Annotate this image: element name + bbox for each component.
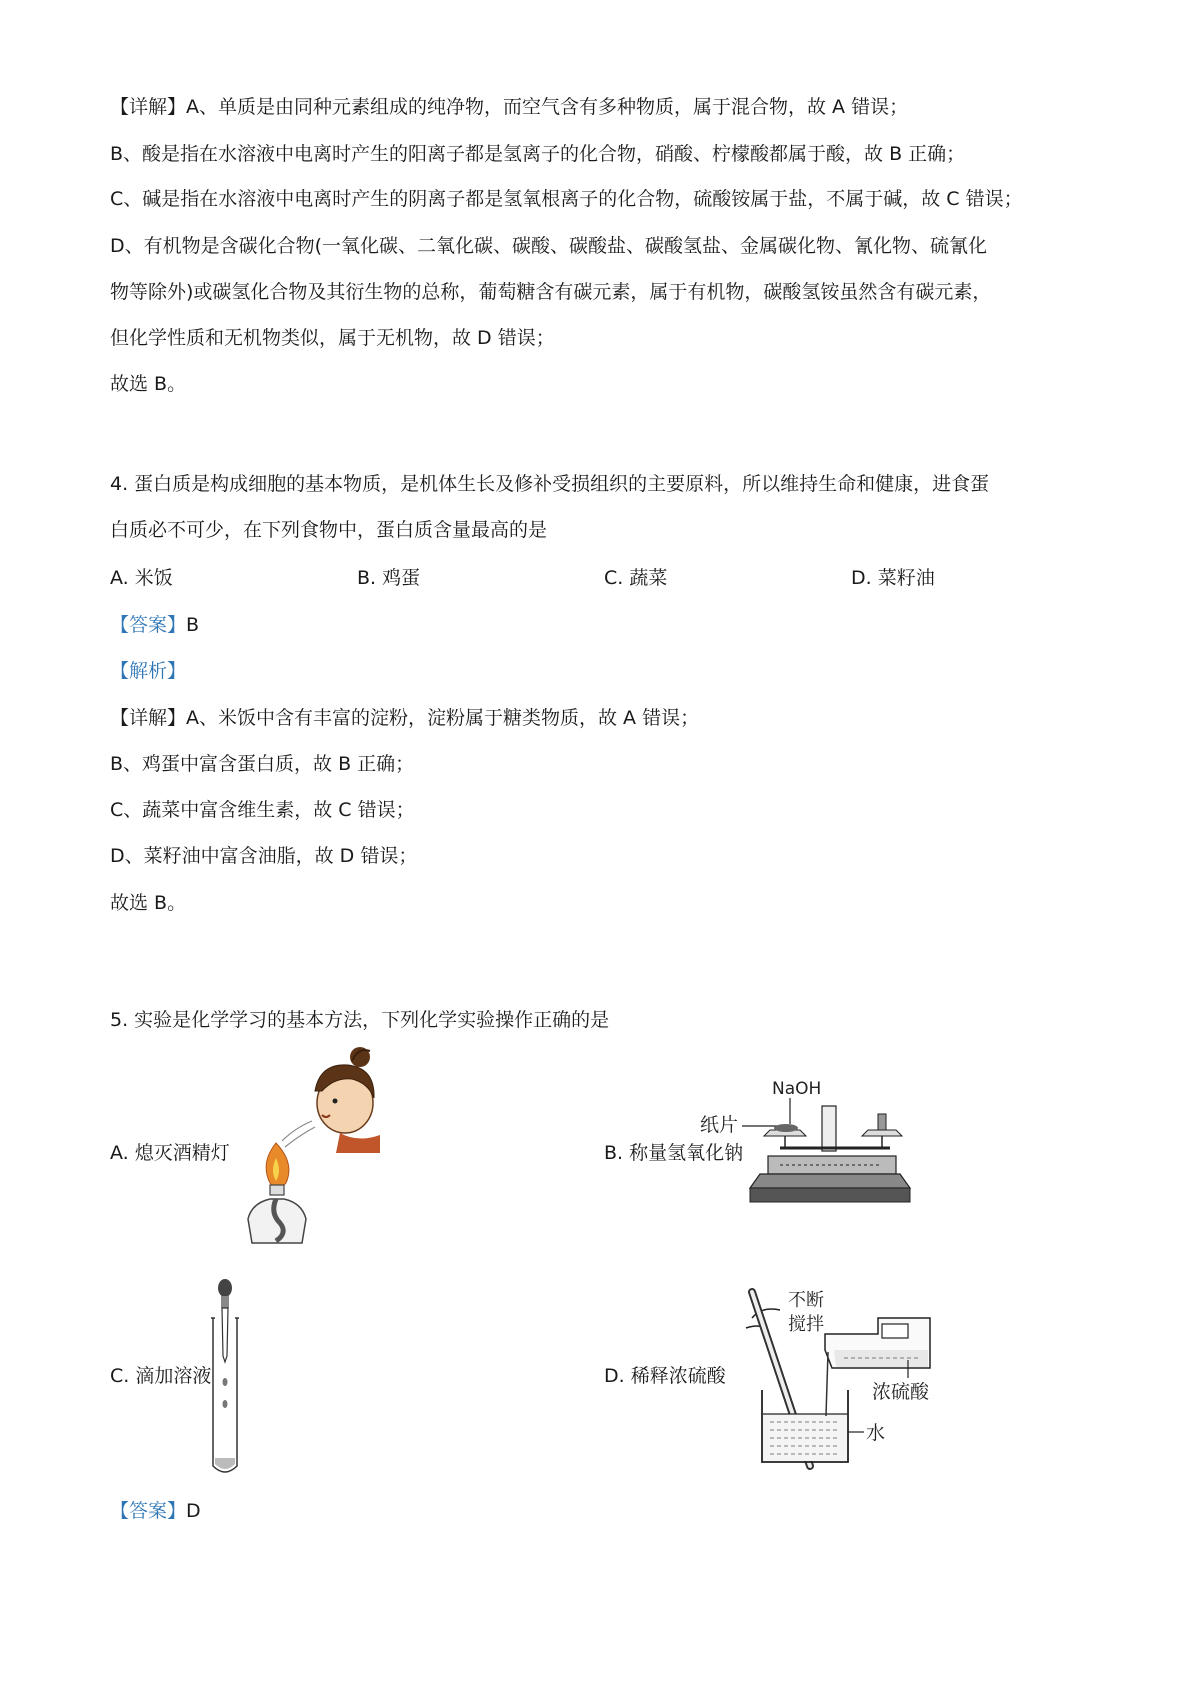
q3-detail-line-6: 但化学性质和无机物类似，属于无机物，故 D 错误；	[110, 327, 555, 349]
answer-value: B	[186, 614, 200, 636]
q4-answer	[110, 612, 199, 638]
q4-option-a: A. 米饭	[110, 567, 173, 589]
q4-detail-line-4: D、菜籽油中富含油脂，故 D 错误；	[110, 845, 418, 867]
q5-option-a: A. 熄灭酒精灯	[110, 1142, 230, 1164]
q4-analysis-tag: 【解析】	[110, 660, 187, 682]
q4-stem-line-1: 4. 蛋白质是构成细胞的基本物质，是机体生长及修补受损组织的主要原料，所以维持生命和健康，进食蛋	[110, 473, 990, 495]
q5-stem: 5. 实验是化学学习的基本方法，下列化学实验操作正确的是	[110, 1009, 610, 1031]
q4-conclusion: 故选 B。	[110, 892, 187, 914]
figure-dilute-sulfuric-acid	[740, 1290, 970, 1470]
q4-detail-line-1: 【详解】A、米饭中含有丰富的淀粉，淀粉属于糖类物质，故 A 错误；	[110, 707, 700, 729]
q4-detail-line-3: C、蔬菜中富含维生素，故 C 错误；	[110, 799, 415, 821]
figure-weighing-naoh	[700, 1076, 910, 1221]
q3-detail-line-4: D、有机物是含碳化合物(一氧化碳、二氧化碳、碳酸、碳酸盐、碳酸氢盐、金属碳化物、氰化物、硫氰化	[110, 235, 988, 257]
water-label: 水	[866, 1422, 886, 1444]
stir-label-1: 不断	[788, 1290, 824, 1311]
q3-conclusion: 故选 B。	[110, 373, 187, 395]
answer-value: D	[186, 1500, 201, 1522]
q5-option-c: C. 滴加溶液	[110, 1365, 212, 1387]
q4-option-b: B. 鸡蛋	[357, 567, 421, 589]
stir-label-2: 搅拌	[788, 1314, 824, 1335]
q5-option-b: B. 称量氢氧化钠	[604, 1142, 744, 1164]
answer-tag: 【答案】	[110, 1500, 187, 1522]
paper-label: 纸片	[700, 1114, 739, 1136]
answer-tag: 【答案】	[110, 614, 187, 636]
q4-option-d: D. 菜籽油	[851, 567, 935, 589]
q3-detail-line-5: 物等除外)或碳氢化合物及其衍生物的总称，葡萄糖含有碳元素，属于有机物，碳酸氢铵虽然含有碳元素，	[110, 281, 992, 303]
q3-detail-line-2: B、酸是指在水溶液中电离时产生的阳离子都是氢离子的化合物，硝酸、柠檬酸都属于酸，故 B 正确；	[110, 143, 966, 165]
figure-dropper-test-tube	[205, 1278, 245, 1478]
q4-stem-line-2: 白质必不可少，在下列食物中，蛋白质含量最高的是	[110, 519, 548, 541]
q4-detail-line-2: B、鸡蛋中富含蛋白质，故 B 正确；	[110, 753, 415, 775]
q3-detail-line-3: C、碱是指在水溶液中电离时产生的阴离子都是氢氧根离子的化合物，硫酸铵属于盐，不属于碱，故 C 错误；	[110, 188, 1023, 210]
figure-blow-out-alcohol-lamp	[240, 1043, 390, 1253]
acid-label: 浓硫酸	[872, 1381, 930, 1403]
q3-detail-line-1: 【详解】A、单质是由同种元素组成的纯净物，而空气含有多种物质，属于混合物，故 A 错误；	[110, 96, 909, 118]
naoh-label: NaOH	[772, 1079, 822, 1099]
q5-answer	[110, 1498, 201, 1524]
q5-option-d: D. 稀释浓硫酸	[604, 1365, 726, 1387]
q4-option-c: C. 蔬菜	[604, 567, 668, 589]
